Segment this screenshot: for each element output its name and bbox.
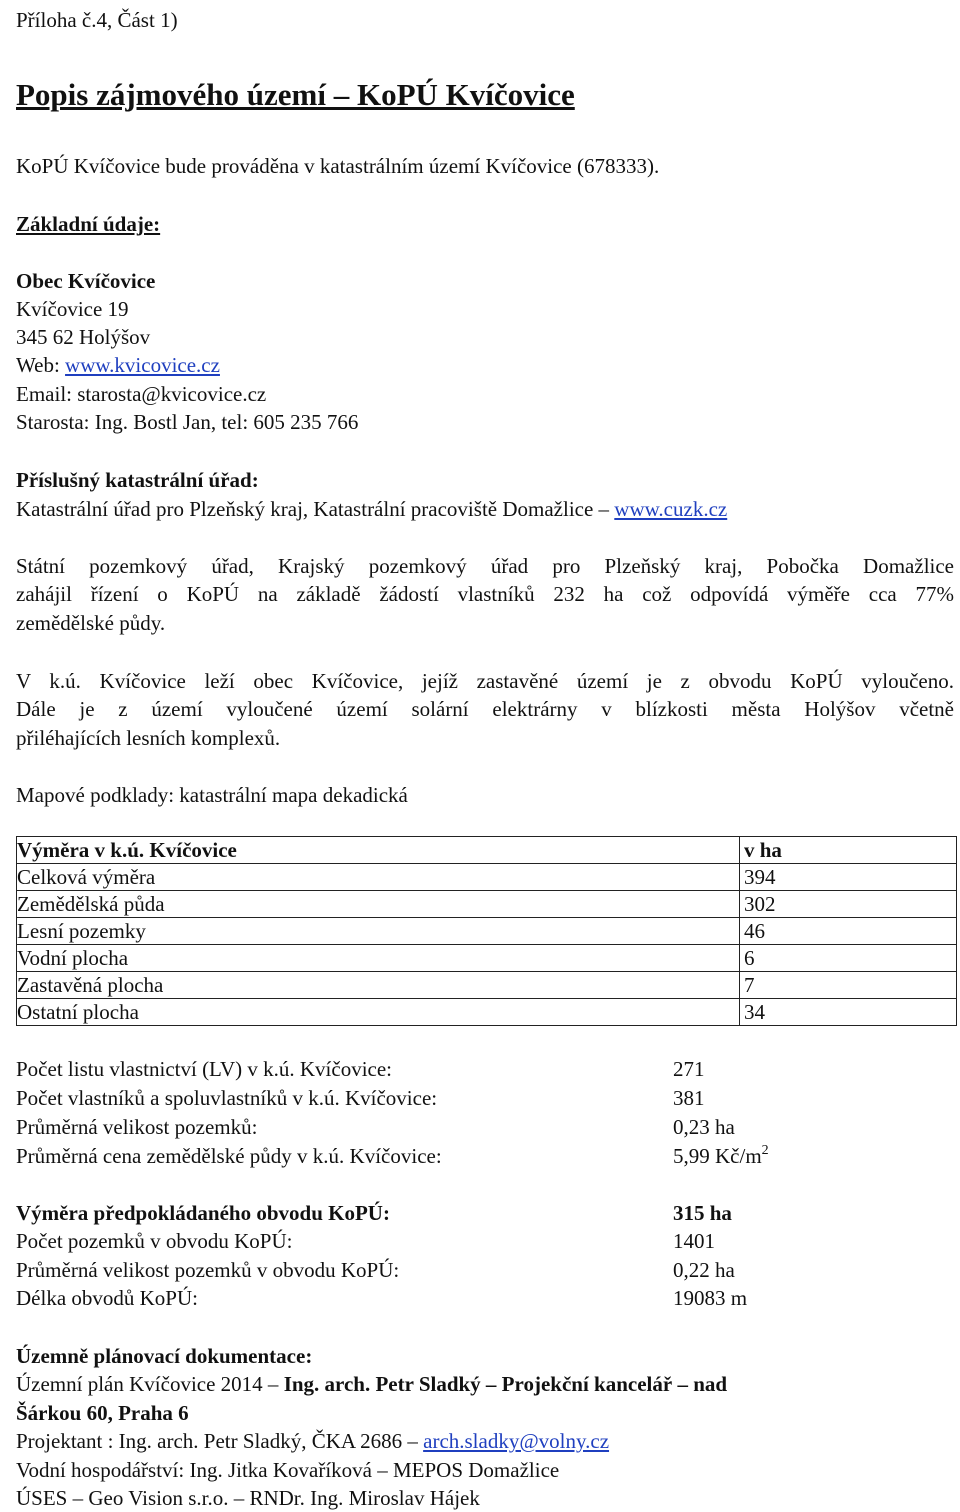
area-row-label: Lesní pozemky (17, 918, 740, 945)
cadastral-office: Katastrální úřad pro Plzeňský kraj, Katastrální pracoviště Domažlice – (16, 497, 610, 521)
area-row-label: Celková výměra (17, 864, 740, 891)
attachment-label: Příloha č.4, Část 1) (16, 8, 178, 32)
area-row-label: Vodní plocha (17, 945, 740, 972)
state-office-line-3: zemědělské půdy. (16, 611, 166, 635)
table-row (17, 945, 957, 972)
area-header-label: Výměra v k.ú. Kvíčovice (17, 837, 740, 864)
stat-value-price (673, 1142, 769, 1170)
uses-line: ÚSES – Geo Vision s.r.o. – RNDr. Ing. Miroslav Hájek (16, 1486, 480, 1510)
perimeter-label: Průměrná velikost pozemků v obvodu KoPÚ: (16, 1258, 400, 1282)
state-office-line-1: Státní pozemkový úřad, Krajský pozemkový úřad pro Plzeňský kraj, Pobočka Domažlice (16, 554, 954, 578)
water-management-line: Vodní hospodářství: Ing. Jitka Kovaříková – MEPOS Domažlice (16, 1458, 560, 1482)
perimeter-value: 19083 m (673, 1286, 748, 1310)
cadastral-heading: Příslušný katastrální úřad: (16, 468, 259, 492)
stat-label: Počet listu vlastnictví (LV) v k.ú. Kvíčovice: (16, 1057, 393, 1081)
cuzk-link[interactable]: www.cuzk.cz (614, 497, 728, 521)
stat-value: 271 (673, 1057, 705, 1081)
price-value: 5,99 Kč/m (673, 1144, 762, 1168)
stat-value: 381 (673, 1086, 705, 1110)
municipality-street: Kvíčovice 19 (16, 297, 129, 321)
plan-line-2: Šárkou 60, Praha 6 (16, 1401, 189, 1425)
area-row-label: Zastavěná plocha (17, 972, 740, 999)
stat-label: Počet vlastníků a spoluvlastníků v k.ú. Kvíčovice: (16, 1086, 438, 1110)
perimeter-value: 1401 (673, 1229, 715, 1253)
page-title: Popis zájmového území – KoPÚ Kvíčovice (16, 77, 575, 112)
stat-value: 0,23 ha (673, 1115, 735, 1139)
municipality-city: 345 62 Holýšov (16, 325, 151, 349)
stat-label: Průměrná cena zemědělské půdy v k.ú. Kvíčovice: (16, 1144, 442, 1168)
plan-prefix: Územní plán Kvíčovice 2014 – (16, 1372, 279, 1396)
web-label: Web: (16, 353, 60, 377)
perimeter-value: 0,22 ha (673, 1258, 735, 1282)
area-row-label: Ostatní plocha (17, 999, 740, 1026)
designer-email-link[interactable]: arch.sladky@volny.cz (423, 1429, 610, 1453)
area-row-value: 6 (740, 945, 957, 972)
price-unit-exponent: 2 (761, 1143, 769, 1158)
area-row-label: Zemědělská půda (17, 891, 740, 918)
map-sources: Mapové podklady: katastrální mapa dekadická (16, 783, 408, 807)
perimeter-label: Délka obvodů KoPÚ: (16, 1286, 198, 1310)
area-row-value: 302 (740, 891, 957, 918)
table-row (17, 918, 957, 945)
excluded-line-2: Dále je z území vyloučené území solární elektrárny v blízkosti města Holýšov včetně (16, 697, 954, 721)
plan-line-1 (16, 1370, 727, 1398)
municipality-name: Obec Kvíčovice (16, 269, 156, 293)
intro-text: KoPÚ Kvíčovice bude prováděna v katastrálním území Kvíčovice (678333). (16, 154, 660, 178)
table-row (17, 972, 957, 999)
area-row-value: 46 (740, 918, 957, 945)
perimeter-value: 315 ha (673, 1201, 732, 1225)
mayor-line: Starosta: Ing. Bostl Jan, tel: 605 235 766 (16, 410, 359, 434)
web-line (16, 351, 220, 379)
cadastral-office-line (16, 495, 727, 523)
state-office-line-2: zahájil řízení o KoPÚ na základě žádostí vlastníků 232 ha což odpovídá výměře cca 77% (16, 582, 954, 606)
excluded-line-1: V k.ú. Kvíčovice leží obec Kvíčovice, jejíž zastavěné území je z obvodu KoPÚ vyloučeno. (16, 669, 954, 693)
area-row-value: 34 (740, 999, 957, 1026)
area-header-unit: v ha (740, 837, 957, 864)
planning-heading: Územně plánovací dokumentace: (16, 1344, 313, 1368)
perimeter-label: Počet pozemků v obvodu KoPÚ: (16, 1229, 293, 1253)
web-link[interactable]: www.kvicovice.cz (65, 353, 220, 377)
area-row-value: 394 (740, 864, 957, 891)
perimeter-label: Výměra předpokládaného obvodu KoPÚ: (16, 1201, 390, 1225)
email-line: Email: starosta@kvicovice.cz (16, 382, 267, 406)
area-table-header (17, 837, 957, 864)
table-row (17, 864, 957, 891)
designer-text: Projektant : Ing. arch. Petr Sladký, ČKA 2686 – (16, 1429, 418, 1453)
table-row (17, 999, 957, 1026)
table-row (17, 891, 957, 918)
designer-line (16, 1427, 609, 1455)
plan-author: Ing. arch. Petr Sladký – Projekční kancelář – nad (283, 1372, 728, 1396)
stat-label: Průměrná velikost pozemků: (16, 1115, 258, 1139)
area-table (16, 836, 957, 1026)
basic-info-heading: Základní údaje: (16, 212, 161, 236)
area-row-value: 7 (740, 972, 957, 999)
excluded-line-3: přiléhajících lesních komplexů. (16, 726, 281, 750)
